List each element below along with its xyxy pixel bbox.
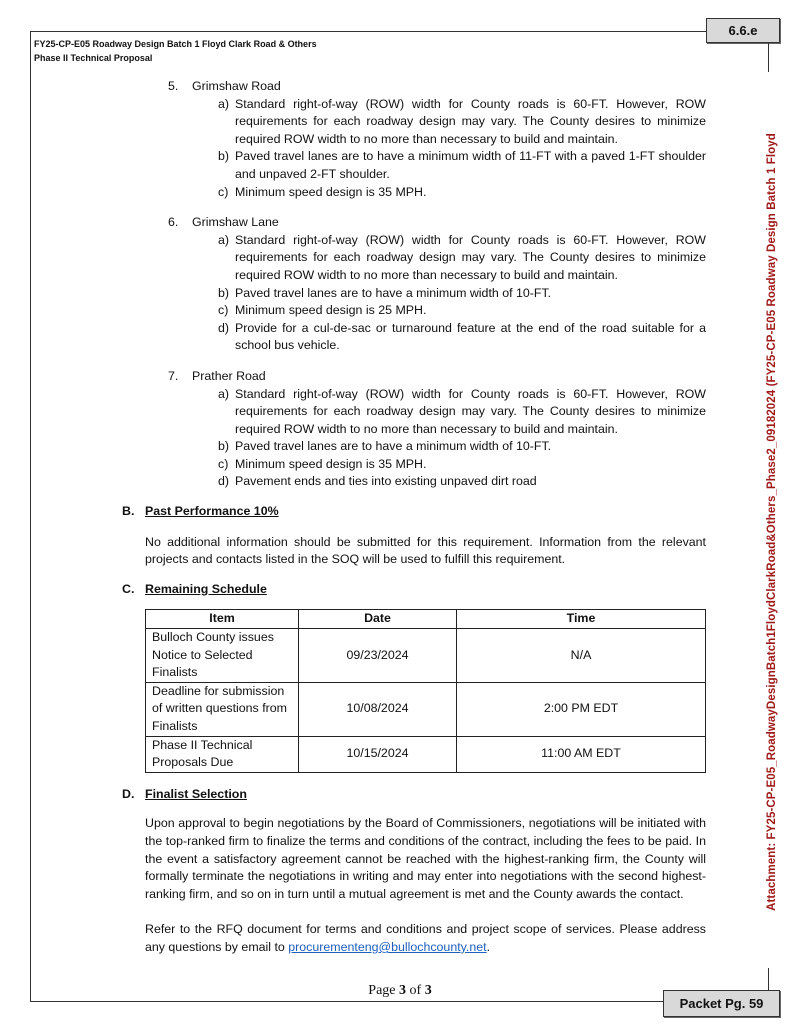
item-label: d) [218,320,230,335]
packet-page-tag: Packet Pg. 59 [663,990,780,1017]
requirement-item [122,96,706,149]
section-b-heading: B. Past Performance 10% [122,504,279,519]
road-heading [122,78,706,96]
table-row [146,629,706,683]
item-text: Paved travel lanes are to have a minimum width of 10-FT. [235,285,552,300]
item-text: Minimum speed design is 35 MPH. [235,184,427,199]
page-number: Page 3 of 3 [368,983,432,998]
email-link[interactable]: procurementeng@bullochcounty.net [288,939,487,954]
item-text: Standard right-of-way (ROW) width for County roads is 60-FT. However, ROW requirements for each roadway design may vary. The County desires to minimize required ROW width to no more than necessary to build and maintain. [235,386,706,436]
requirement-item [122,148,706,183]
cell-time: N/A [457,629,706,683]
section-c-heading: C. Remaining Schedule [122,581,267,596]
col-date: Date [299,610,457,629]
item-label: b) [218,149,230,164]
cell-date: 10/08/2024 [299,682,457,736]
item-label: a) [218,232,230,247]
attachment-sidebar-text: Attachment: FY25-CP-E05_RoadwayDesignBatch1FloydClarkRoad&Others_Phase2_09182024 (FY25-CP-E05 Roadway Design Batch 1 Floyd [766,133,778,911]
requirement-item [122,232,706,285]
col-item: Item [146,610,299,629]
item-label: b) [218,439,230,454]
item-label: c) [218,303,229,318]
cell-time: 2:00 PM EDT [457,682,706,736]
cell-item: Deadline for submission of written questions from Finalists [146,682,299,736]
table-row [146,682,706,736]
cell-date: 10/15/2024 [299,736,457,772]
item-text: Standard right-of-way (ROW) width for County roads is 60-FT. However, ROW requirements for each roadway design may vary. The County desires to minimize required ROW width to no more than necessary to build and maintain. [235,232,706,282]
item-label: a) [218,96,230,111]
item-label: d) [218,474,230,489]
section-d-text: Upon approval to begin negotiations by the Board of Commissioners, negotiations will be initiated with the top-ranked firm to finalize the terms and conditions of the contract, including the fees to be paid. In the event a satisfactory agreement cannot be reached with the highest-ranking firm, the County will formally terminate the negotiations in writing and may enter into negotiations with the second highest-ranking firm, and so on in turn until a mutual agreement is met and the County awards the contact. [145,816,706,901]
cell-item: Phase II Technical Proposals Due [146,736,299,772]
requirement-item [122,320,706,355]
item-label: b) [218,285,230,300]
cell-item: Bulloch County issues Notice to Selected Finalists [146,629,299,683]
requirement-item [122,473,706,491]
requirement-item [122,285,706,303]
item-label: a) [218,386,230,401]
road-number: 7. [168,368,179,383]
requirement-item [122,386,706,439]
item-text: Standard right-of-way (ROW) width for County roads is 60-FT. However, ROW requirements for each roadway design may vary. The County desires to minimize required ROW width to no more than necessary to build and maintain. [235,96,706,146]
road-heading [122,368,706,386]
document-body [122,78,706,957]
col-time: Time [457,610,706,629]
requirement-item [122,438,706,456]
section-b-text: No additional information should be submitted for this requirement. Information from the relevant projects and contacts listed in the SOQ will be used to fulfill this requirement. [145,534,706,567]
tag-connector [768,42,769,72]
cell-time: 11:00 AM EDT [457,736,706,772]
item-text: Paved travel lanes are to have a minimum width of 11-FT with a paved 1-FT shoulder and unpaved 2-FT shoulder. [235,149,706,181]
item-label: c) [218,456,229,471]
item-text: Paved travel lanes are to have a minimum width of 10-FT. [235,439,552,454]
section-d-heading: D. Finalist Selection [122,786,247,801]
item-text: Minimum speed design is 35 MPH. [235,456,427,471]
roads-list [122,78,706,491]
frame-left-line [30,31,31,1001]
requirement-item [122,456,706,474]
requirement-item [122,184,706,202]
road-number: 5. [168,79,179,93]
frame-bottom-line [30,1001,663,1002]
road-number: 6. [168,215,179,230]
road-name: Grimshaw Road [192,79,281,93]
schedule-table [145,609,706,772]
item-text: Provide for a cul-de-sac or turnaround feature at the end of the road suitable for a school bus vehicle. [235,320,706,353]
section-tag: 6.6.e [706,18,780,43]
document-header [34,37,317,65]
road-heading [122,214,706,232]
table-row [146,736,706,772]
item-text: Pavement ends and ties into existing unpaved dirt road [235,474,537,489]
requirement-item [122,302,706,320]
section-d-contact: Refer to the RFQ document for terms and conditions and project scope of services. Please address any questions by email to procurementeng@bullochcounty.net. [145,922,706,954]
frame-top-line [30,31,707,32]
header-title: FY25-CP-E05 Roadway Design Batch 1 Floyd Clark Road & Others [34,39,317,49]
spacer [122,355,706,368]
road-name: Grimshaw Lane [192,215,279,230]
item-text: Minimum speed design is 25 MPH. [235,303,427,318]
item-label: c) [218,184,229,199]
header-subtitle: Phase II Technical Proposal [34,53,153,63]
cell-date: 09/23/2024 [299,629,457,683]
spacer [122,201,706,214]
road-name: Prather Road [192,368,266,383]
